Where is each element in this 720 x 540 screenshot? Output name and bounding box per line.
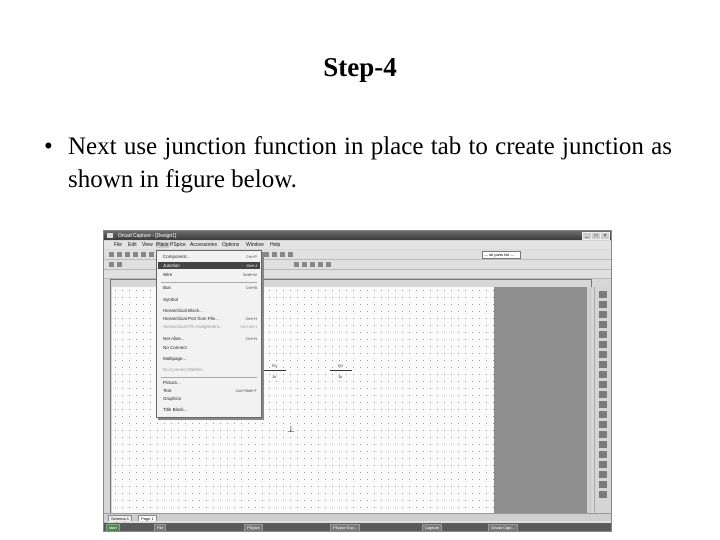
component-value: 1k xyxy=(338,374,343,379)
menu-shortcut: Ctrl+N xyxy=(245,336,257,341)
open-icon[interactable] xyxy=(117,252,122,257)
menu-accessories[interactable]: Accessories xyxy=(190,242,217,248)
place-rectangle-icon[interactable] xyxy=(599,451,607,458)
taskbar-item[interactable]: Capture xyxy=(422,524,442,532)
menu-item-hier-port[interactable]: Hierarchical Port from File... xyxy=(163,316,219,321)
copy-icon[interactable] xyxy=(149,252,154,257)
component-value: 1k xyxy=(272,374,277,379)
voltage-marker-icon[interactable] xyxy=(318,262,323,267)
markers-icon[interactable] xyxy=(310,262,315,267)
place-picture-icon[interactable] xyxy=(599,491,607,498)
menu-item-text[interactable]: Text xyxy=(163,388,172,393)
vertical-scrollbar[interactable] xyxy=(587,287,592,513)
bullet-symbol: • xyxy=(44,133,53,160)
taskbar-item[interactable]: PSpice Exp... xyxy=(330,524,360,532)
menu-place[interactable]: Place xyxy=(156,242,169,248)
component-ref: R1 xyxy=(272,363,278,368)
menu-shortcut: Ctrl+Shift+T xyxy=(235,388,257,393)
menu-help[interactable]: Help xyxy=(270,242,281,248)
place-text-icon[interactable] xyxy=(599,481,607,488)
close-button[interactable]: × xyxy=(600,232,610,240)
menu-item-net-alias[interactable]: Net Alias... xyxy=(163,336,185,341)
wire-r2 xyxy=(330,370,352,371)
zoom-all-icon[interactable] xyxy=(288,252,293,257)
cut-icon[interactable] xyxy=(141,252,146,257)
place-junction-icon[interactable] xyxy=(599,341,607,348)
menu-shortcut: Ctrl+J xyxy=(246,263,257,268)
undo-icon[interactable] xyxy=(109,262,114,267)
menu-item-multipage[interactable]: Multipage... xyxy=(163,356,187,361)
app-icon xyxy=(107,233,113,238)
start-button[interactable]: start xyxy=(106,524,120,532)
place-polyline-icon[interactable] xyxy=(599,441,607,448)
capture-screenshot xyxy=(103,230,612,532)
tab-page[interactable]: Page 1 xyxy=(138,515,157,523)
place-port-icon[interactable] xyxy=(599,391,607,398)
menu-item-component[interactable]: Component... xyxy=(163,254,191,259)
menu-item-picture[interactable]: Picture... xyxy=(163,380,181,385)
zoom-area-icon[interactable] xyxy=(280,252,285,257)
menu-item-hier-block[interactable]: Hierarchical Block... xyxy=(163,308,203,313)
place-arc-icon[interactable] xyxy=(599,471,607,478)
taskbar-item[interactable]: PSpice xyxy=(244,524,263,532)
wire-r1 xyxy=(264,370,286,371)
menu-separator xyxy=(161,282,257,283)
menu-item-wire[interactable]: Wire xyxy=(163,272,173,277)
print-icon[interactable] xyxy=(133,252,138,257)
menu-item-title-block[interactable]: Title Block... xyxy=(163,407,188,412)
place-wire-icon[interactable] xyxy=(599,311,607,318)
menu-shortcut: Ctrl+H xyxy=(245,316,257,321)
menu-shortcut: Ctrl+B xyxy=(245,285,257,290)
menu-item-hier-pin[interactable]: Hierarchical Pin Assignment... xyxy=(163,324,223,329)
menu-file[interactable]: File xyxy=(114,242,123,248)
place-net-alias-icon[interactable] xyxy=(599,321,607,328)
select-icon[interactable] xyxy=(599,291,607,298)
place-hier-block-icon[interactable] xyxy=(599,381,607,388)
menu-separator xyxy=(161,377,257,378)
parts-combo[interactable]: --- all parts list --- xyxy=(482,251,521,259)
place-ellipse-icon[interactable] xyxy=(599,461,607,468)
menu-item-junction[interactable]: Junction xyxy=(163,263,180,268)
tab-schema[interactable]: Schema 1 xyxy=(108,515,132,523)
menu-shortcut: Ctrl+P xyxy=(245,254,257,259)
place-bus-entry-icon[interactable] xyxy=(599,351,607,358)
menu-shortcut: Ctrl+Alt+I xyxy=(240,324,257,329)
menu-window[interactable]: Window xyxy=(246,242,264,248)
menu-options[interactable]: Options xyxy=(222,242,240,248)
maximize-button[interactable]: □ xyxy=(591,232,601,240)
menubar xyxy=(104,241,611,249)
place-pin-icon[interactable] xyxy=(599,401,607,408)
taskbar-item[interactable]: Orcad Capt... xyxy=(488,524,518,532)
redo-icon[interactable] xyxy=(117,262,122,267)
window-title: Orcad Capture - [Design1] xyxy=(118,233,177,239)
menu-item-symbol[interactable]: Symbol xyxy=(163,297,179,302)
place-line-icon[interactable] xyxy=(599,431,607,438)
place-ground-icon[interactable] xyxy=(599,371,607,378)
menu-pspice[interactable]: PSpice xyxy=(170,242,186,248)
menu-item-no-connect-marker[interactable]: No Connect Marker... xyxy=(163,367,206,372)
crosshair-cursor-icon: ⊥ xyxy=(287,424,295,434)
place-toolbar xyxy=(594,287,612,513)
taskbar xyxy=(104,523,611,531)
place-off-page-icon[interactable] xyxy=(599,411,607,418)
place-part-icon[interactable] xyxy=(599,301,607,308)
menu-view[interactable]: View xyxy=(142,242,153,248)
save-icon[interactable] xyxy=(125,252,130,257)
place-bus-icon[interactable] xyxy=(599,331,607,338)
place-no-connect-icon[interactable] xyxy=(599,421,607,428)
window-titlebar xyxy=(104,231,611,240)
component-ref: R2 xyxy=(338,363,344,368)
current-marker-icon[interactable] xyxy=(326,262,331,267)
zoom-in-icon[interactable] xyxy=(264,252,269,257)
taskbar-item[interactable]: File xyxy=(154,524,166,532)
menu-item-graphics[interactable]: Graphics xyxy=(163,396,182,401)
stop-icon[interactable] xyxy=(302,262,307,267)
new-icon[interactable] xyxy=(109,252,114,257)
menu-shortcut: Shift+W xyxy=(242,272,257,277)
canvas-margin xyxy=(494,287,590,513)
bullet-text: Next use junction function in place tab to create junction as shown in figure below. xyxy=(68,133,672,193)
zoom-out-icon[interactable] xyxy=(272,252,277,257)
minimize-button[interactable]: _ xyxy=(582,232,592,240)
place-power-icon[interactable] xyxy=(599,361,607,368)
slide-title: Step-4 xyxy=(323,52,397,82)
menu-item-no-connect[interactable]: No Connect xyxy=(163,345,187,350)
menu-item-bus[interactable]: Bus xyxy=(163,285,171,290)
run-icon[interactable] xyxy=(294,262,299,267)
menu-edit[interactable]: Edit xyxy=(128,242,137,248)
place-menu-dropdown xyxy=(156,250,262,418)
